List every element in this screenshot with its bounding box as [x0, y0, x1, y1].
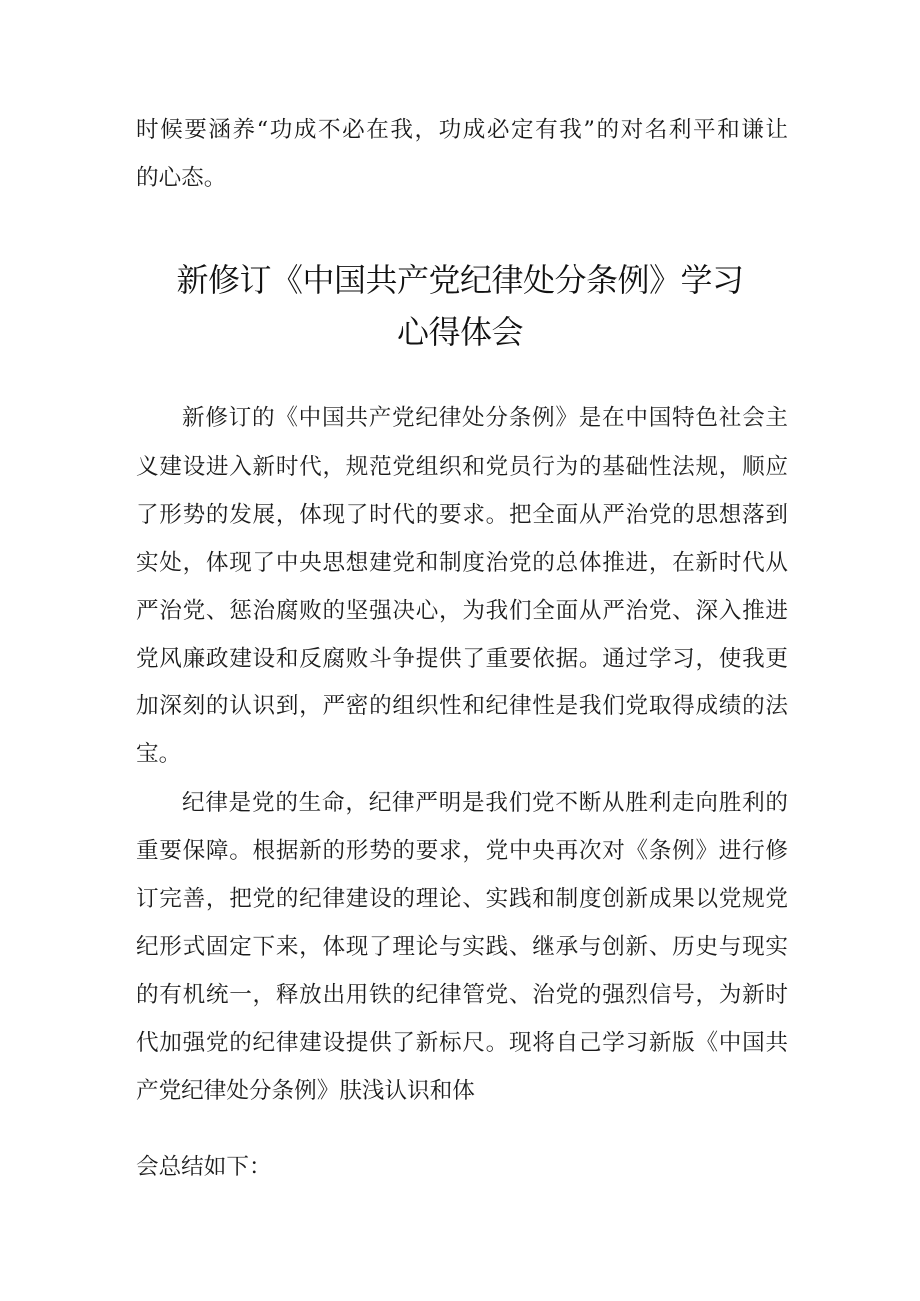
- closing-line: 会总结如下：: [136, 1154, 272, 1180]
- paragraph2-line-2: 重要保障。根据新的形势的要求，党中央再次对《条例》进行修: [136, 838, 788, 864]
- paragraph1-line-1: 新修订的《中国共产党纪律处分条例》是在中国特色社会主: [182, 405, 788, 431]
- paragraph2-line-3: 订完善，把党的纪律建设的理论、实践和制度创新成果以党规党: [136, 886, 788, 912]
- paragraph1-line-7: 加深刻的认识到，严密的组织性和纪律性是我们党取得成绩的法: [136, 693, 788, 719]
- intro-line-1: 时候要涵养“功成不必在我，功成必定有我”的对名利平和谦让: [136, 117, 788, 143]
- paragraph2-line-5: 的有机统一，释放出用铁的纪律管党、治党的强烈信号，为新时: [136, 982, 788, 1008]
- paragraph2-line-1: 纪律是党的生命，纪律严明是我们党不断从胜利走向胜利的: [182, 790, 788, 816]
- paragraph1-line-3: 了形势的发展，体现了时代的要求。把全面从严治党的思想落到: [136, 502, 788, 528]
- intro-line-2: 的心态。: [136, 165, 227, 191]
- paragraph1-line-6: 党风廉政建设和反腐败斗争提供了重要依据。通过学习，使我更: [136, 646, 788, 672]
- paragraph1-line-2: 义建设进入新时代，规范党组织和党员行为的基础性法规，顺应: [136, 454, 788, 480]
- document-title-line-1: 新修订《中国共产党纪律处分条例》学习: [176, 261, 744, 299]
- paragraph1-line-8: 宝。: [136, 741, 182, 767]
- paragraph2-line-4: 纪形式固定下来，体现了理论与实践、继承与创新、历史与现实: [136, 934, 788, 960]
- document-title-line-2: 心得体会: [396, 313, 523, 351]
- paragraph2-line-6: 代加强党的纪律建设提供了新标尺。现将自己学习新版《中国共: [136, 1030, 788, 1056]
- paragraph1-line-5: 严治党、惩治腐败的坚强决心，为我们全面从严治党、深入推进: [136, 598, 788, 624]
- paragraph1-line-4: 实处，体现了中央思想建党和制度治党的总体推进，在新时代从: [136, 550, 788, 576]
- paragraph2-line-7: 产党纪律处分条例》肤浅认识和体: [136, 1078, 475, 1104]
